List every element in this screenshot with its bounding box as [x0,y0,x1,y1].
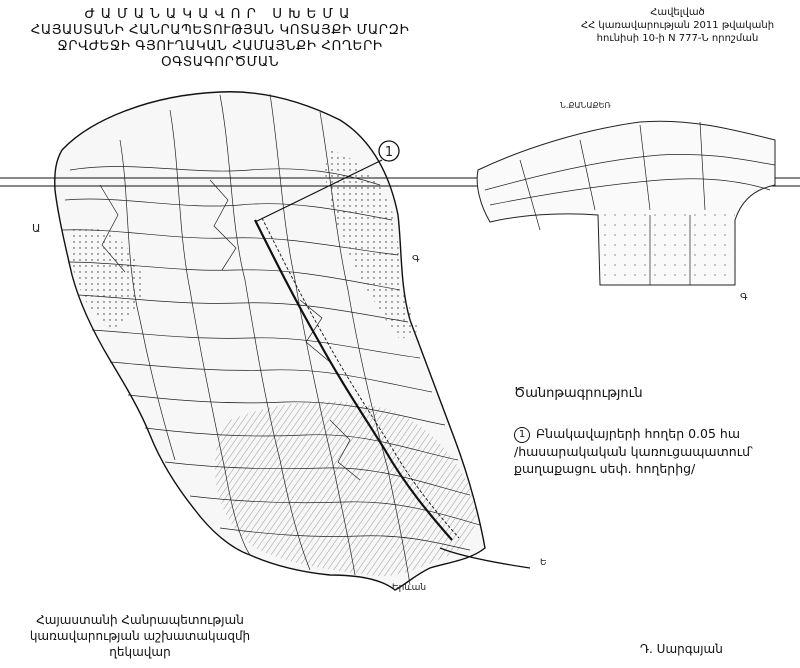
legend-item [514,425,794,477]
annex-line-1: Հավելված [650,7,705,18]
signature-line-2: կառավարության աշխատակազմի [29,629,251,643]
inset-side-label: Գ [740,292,748,303]
title-line-1: ԺԱՄԱՆԱԿԱՎՈՐ ՍԽԵՄԱ [84,6,356,22]
signature-title [20,612,260,660]
legend-heading: Ծանոթագրություն [514,386,643,401]
title-line-3: ՋՐՎԺԵՋԻ ԳՅՈՒՂԱԿԱՆ ՀԱՄԱՅՆՔԻ ՀՈՂԵՐԻ [57,38,383,54]
inset-grid-area [598,212,735,285]
signature-line-3: ղեկավար [109,645,171,659]
place-label-south: Երևան [392,583,427,593]
callout-number: 1 [384,145,394,160]
side-label-right: Գ [412,254,420,265]
annex-line-2: ՀՀ կառավարության 2011 թվականի [580,20,775,31]
signatory-name: Դ. Սարգսյան [640,642,723,656]
annex-line-3: հունիսի 10-ի N 777-Ն որոշման [596,33,759,44]
inset-label: Ն.ՔԱՆԱՔԵՌ [560,101,611,110]
legend-item-line-2: /հասարակական կառուցապատում՝ [514,444,754,459]
title-line-4: ՕԳՏԱԳՈՐԾՄԱՆ [160,54,280,70]
legend-item-line-1 [514,425,794,443]
title-line-2: ՀԱՅԱՍՏԱՆԻ ՀԱՆՐԱՊԵՏՈՒԹՅԱՆ ԿՈՏԱՅՔԻ ՄԱՐԶԻ [30,22,410,38]
legend-item-number: 1 [514,427,530,443]
road-label: Ե [540,558,547,568]
signature-line-1: Հայաստանի Հանրապետության [36,613,244,627]
legend-item-line-3: քաղաքացու սեփ. հողերից/ [514,461,696,476]
side-label-left: Ա [32,222,41,235]
legend-item-text: Բնակավայրերի հողեր 0.05 հա [536,426,740,441]
